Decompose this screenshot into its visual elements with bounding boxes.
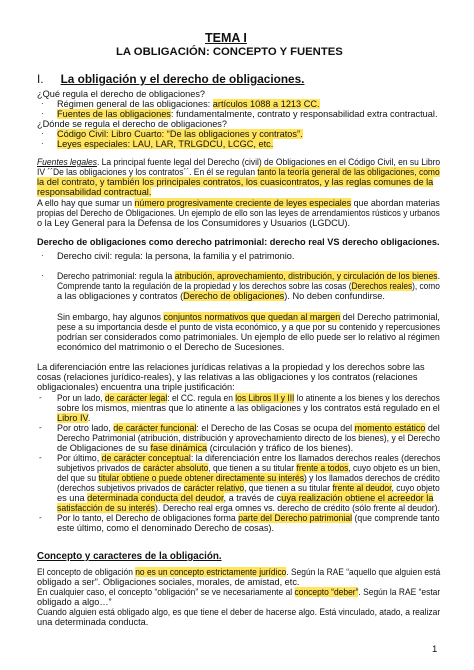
paragraph-line: obligado a algo…” [37, 597, 112, 607]
list-item: Derecho patrimonial: regula la atribución, aprovechamiento, distribución, y circulación de los bienes. [57, 271, 441, 281]
bullet-dash-icon: - [39, 393, 42, 402]
list-item: Código Civil: Libro Cuarto: “De las obligaciones y contratos”. [57, 129, 303, 139]
paragraph-line: La diferenciación entre las relaciones jurídicas relativas a la propiedad y los derechos sobre las [37, 362, 425, 372]
paragraph-line: económico del matrimonio o el Derecho de Sucesiones. [57, 342, 285, 352]
bullet-dash-icon: - [39, 453, 42, 462]
page-subtitle: LA OBLIGACIÓN: CONCEPTO Y FUENTES [116, 46, 343, 58]
paragraph-line: este último, como el denominado Derecho de cosas). [57, 523, 275, 533]
list-item: Por un lado, de carácter legal: el CC. regula en los Libros II y III lo atinente a los bienes y los derechos [57, 393, 440, 403]
question-line: ¿Dónde se regula el derecho de obligaciones? [37, 119, 228, 129]
paragraph-line: del que su titular obtiene o puede obtener directamente su interés) y los llamados derechos de crédito [57, 473, 440, 483]
bullet-dot-icon: · [41, 251, 44, 260]
paragraph-line: subjetivos privados de carácter absoluto, que tienen a su titular frente a todos, cuyo objeto es un bien, [57, 463, 441, 473]
page-title: TEMA I [205, 31, 247, 45]
paragraph-line: El concepto de obligación no es un concepto estrictamente jurídico. Según la RAE “aquello que alguien está [37, 567, 441, 577]
section-heading-3: Concepto y caracteres de la obligación. [37, 551, 222, 562]
paragraph-line: propias del Derecho de Obligaciones. Un ejemplo de ello son las leyes de arrendamientos rústicos y urbanos [37, 208, 440, 218]
paragraph-line: obligacionales) encuentra una triple justificación: [37, 382, 235, 392]
paragraph-line: a las obligaciones y contratos (Derecho de obligaciones). No deben confundirse. [57, 291, 385, 301]
paragraph-line: la del contrato, y también los principales contratos, los cuasicontratos, y las reglas comunes de la [37, 177, 434, 187]
paragraph-line: IV ´´De las obligaciones y los contratos´´. En él se regulan tanto la teoría general de las obligaciones, como [37, 167, 440, 177]
paragraph-line: satisfacción de su interés). Derecho real erga omnes vs. derecho de crédito (sólo frente al deudor). [57, 503, 440, 513]
bullet-dot-icon: · [41, 129, 44, 138]
paragraph-line: En cualquier caso, el concepto “obligación” se ve necesariamente al concepto “deber”. Según la RAE “estar [37, 587, 441, 597]
list-item: Derecho civil: regula: la persona, la familia y el patrimonio. [57, 251, 295, 261]
list-item: Por otro lado, de carácter funcional: el Derecho de las Cosas se ocupa del momento estático del [57, 423, 440, 433]
bullet-dot-icon: · [41, 271, 44, 280]
bullet-dash-icon: - [39, 513, 42, 522]
list-item: Por lo tanto, el Derecho de obligaciones forma parte del Derecho patrimonial (que comprende tanto [57, 513, 440, 523]
bullet-dash-icon: - [39, 423, 42, 432]
paragraph-line: A ello hay que sumar un número progresivamente creciente de leyes especiales que abordan materias [37, 198, 440, 208]
paragraph-line: obligado a ser”. Obligaciones sociales, morales, de amistad, etc. [37, 577, 300, 587]
list-item: Leyes especiales: LAU, LAR, TRLGDCU, LCGC, etc. [57, 139, 274, 149]
section-heading-2: Derecho de obligaciones como derecho patrimonial: derecho real VS derecho obligaciones. [37, 237, 440, 248]
section-heading-1 [37, 72, 304, 86]
paragraph-line: o la Ley General para la Defensa de los Consumidores y Usuarios (LGDCU). [37, 218, 351, 228]
list-item: Por último, de carácter conceptual: la diferenciación entre los llamados derechos reales (derechos [57, 453, 441, 463]
paragraph-line: una determinada conducta. [37, 617, 149, 627]
paragraph-line: de Obligaciones de su fase dinámica (circulación y tráfico de los bienes). [57, 443, 354, 453]
paragraph-line: responsabilidad contractual. [37, 187, 152, 197]
paragraph-line: es una determinada conducta del deudor, a través de cuya realización obtiene el acreedor la [57, 493, 434, 503]
section-title: La obligación y el derecho de obligaciones. [60, 72, 305, 86]
paragraph-line: (derechos subjetivos privados de carácter relativo, que tienen a su titular frente al deudor, cuyo objeto [57, 483, 440, 493]
paragraph-line: sobre los mismos, mientras que lo atinente a las obligaciones y los contratos está regulado en el [57, 403, 440, 413]
paragraph-line: cosas (relaciones jurídico-reales), y las relativas a las obligaciones y los contratos (relaciones [37, 372, 418, 382]
paragraph-line: podrían ser considerados como patrimoniales. Un ejemplo de ello puede ser lo relativo al régimen [57, 332, 440, 342]
section-number: I. [37, 72, 44, 86]
page-number: 1 [432, 644, 438, 655]
bullet-dot-icon: · [41, 139, 44, 148]
question-line: ¿Qué regula el derecho de obligaciones? [37, 89, 206, 99]
bullet-dot-icon: · [41, 99, 44, 108]
bullet-dot-icon: · [41, 109, 44, 118]
list-item: Fuentes de las obligaciones: fundamentalmente, contrato y responsabilidad extra contractual. [57, 109, 438, 119]
paragraph-line: Libro IV. [57, 413, 91, 423]
paragraph-line: Cuando alguien está obligado algo, es que tiene el deber de hacerse algo. Está vinculado, atado, a realizar [37, 607, 441, 617]
paragraph-line: pese a su importancia desde el punto de vista económico, y a que por su contenido y repercusiones [57, 322, 441, 332]
paragraph-line: Comprende tanto la regulación de la propiedad y los derechos sobre las cosas (Derechos reales), como [57, 281, 440, 291]
paragraph-line: Sin embargo, hay algunos conjuntos normativos que quedan al margen del Derecho patrimonial, [57, 312, 440, 322]
paragraph-line: Fuentes legales. La principal fuente legal del Derecho (civil) de Obligaciones en el Código Civil, en su Libro [37, 157, 441, 167]
list-item: Régimen general de las obligaciones: artículos 1088 a 1213 CC. [57, 99, 320, 109]
paragraph-line: Derecho Patrimonial (atribución, distribución y aprovechamiento directo de los bienes), y el Derecho [57, 433, 441, 443]
